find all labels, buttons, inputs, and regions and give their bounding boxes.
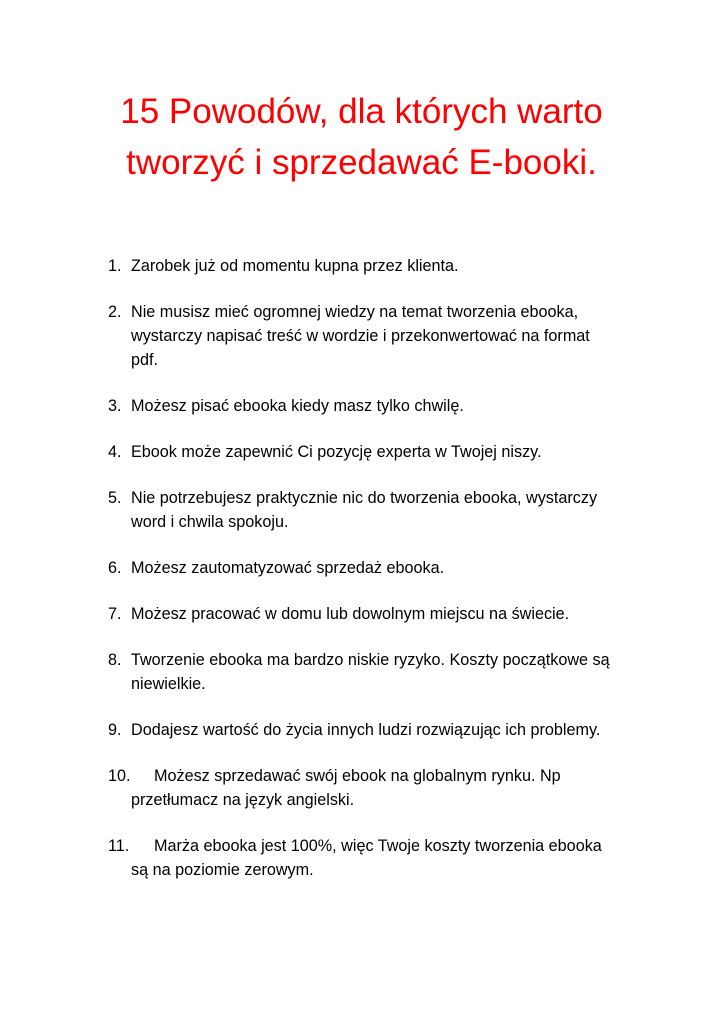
list-item-number: 1. [108,257,122,275]
list-item-number: 3. [108,397,122,415]
list-item [108,300,668,372]
list-item-number: 9. [108,721,122,739]
list-item [108,394,668,418]
title-line-1: 15 Powodów, dla których warto [120,92,603,131]
list-item [108,486,668,534]
list-item-text: Zarobek już od momentu kupna przez klienta. [131,257,459,275]
list-item [108,834,668,882]
list-item [108,764,668,812]
list-item-text: są na poziomie zerowym. [131,861,314,879]
title-line-2: tworzyć i sprzedawać E-booki. [126,143,597,182]
list-item-text: Możesz pracować w domu lub dowolnym miejscu na świecie. [131,605,570,623]
list-item-text: Możesz sprzedawać swój ebook na globalnym rynku. Np [154,767,561,785]
list-item-text: Dodajesz wartość do życia innych ludzi rozwiązując ich problemy. [131,721,601,739]
list-item [108,440,668,464]
list-item [108,648,668,696]
list-item-number: 5. [108,489,122,507]
list-item-number: 6. [108,559,122,577]
list-item-text: Nie musisz mieć ogromnej wiedzy na temat tworzenia ebooka, [131,303,579,321]
reasons-list [108,254,668,904]
list-item-number: 2. [108,303,122,321]
list-item-number: 7. [108,605,122,623]
list-item [108,602,668,626]
list-item-text: word i chwila spokoju. [131,513,289,531]
list-item-number: 4. [108,443,122,461]
list-item-text: wystarczy napisać treść w wordzie i przekonwertować na format [131,327,590,345]
list-item-number: 8. [108,651,122,669]
list-item-text: pdf. [131,351,159,369]
list-item-text: przetłumacz na język angielski. [131,791,355,809]
list-item [108,718,668,742]
list-item-text: Marża ebooka jest 100%, więc Twoje koszty tworzenia ebooka [154,837,602,855]
page-title [60,86,663,188]
list-item [108,556,668,580]
list-item-text: Ebook może zapewnić Ci pozycję experta w Twojej niszy. [131,443,542,461]
list-item-number: 10. [108,767,131,785]
list-item-text: Nie potrzebujesz praktycznie nic do tworzenia ebooka, wystarczy [131,489,598,507]
list-item-text: Możesz zautomatyzować sprzedaż ebooka. [131,559,445,577]
list-item-text: Możesz pisać ebooka kiedy masz tylko chwilę. [131,397,464,415]
list-item-number: 11. [108,837,130,855]
list-item-text: Tworzenie ebooka ma bardzo niskie ryzyko. Koszty początkowe są [131,651,610,669]
list-item [108,254,668,278]
list-item-text: niewielkie. [131,675,206,693]
